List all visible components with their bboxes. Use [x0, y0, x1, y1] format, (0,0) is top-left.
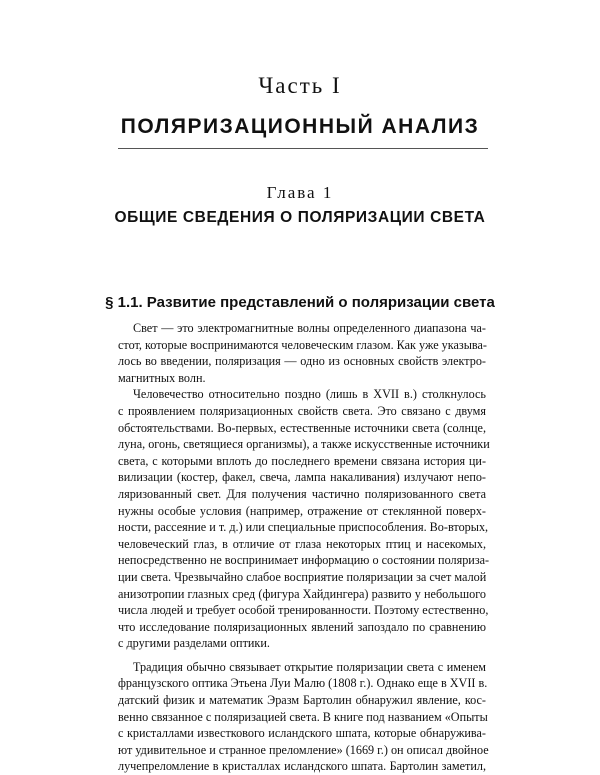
- text-line: нужны особые условия (например, отражение от стеклянной поверх-: [118, 503, 486, 518]
- text-line: числа людей и требует особой тренированности. Поэтому естественно,: [118, 603, 489, 618]
- text-line: луна, огонь, светящиеся организмы), а также искусственные источники: [118, 437, 490, 452]
- part-label: Часть I: [258, 73, 342, 98]
- text-line: лучепреломление в кристаллах исландского шпата. Бартолин заметил,: [118, 759, 486, 774]
- text-line: с другими разделами оптики.: [118, 636, 270, 651]
- text-line: человеческий глаз, в отличие от глаза некоторых птиц и насекомых,: [118, 536, 486, 551]
- text-line: с проявлением поляризационных свойств света. Это связано с двумя: [118, 403, 486, 418]
- text-line: Свет — это электромагнитные волны определенного диапазона ча-: [133, 321, 486, 335]
- text-line: Традиция обычно связывает открытие поляризации света с именем: [133, 659, 486, 674]
- text-line: лось во введении, поляризация — одно из основных свойств электро-: [118, 354, 486, 369]
- chapter-title: ОБЩИЕ СВЕДЕНИЯ О ПОЛЯРИЗАЦИИ СВЕТА: [114, 209, 486, 226]
- text-line: вилизации (костер, факел, свеча, лампа накаливания) излучают непо-: [118, 470, 486, 485]
- paragraph: [118, 320, 486, 386]
- title-divider: [118, 148, 488, 149]
- paragraph: [118, 659, 489, 775]
- text-line: французского оптика Этьена Луи Малю (1808 г.). Однако еще в XVII в.: [118, 676, 488, 691]
- text-line: света, с которыми вплоть до последнего времени связана история ци-: [118, 453, 486, 468]
- text-line: обстоятельствами. Во-первых, естественные источники света (солнце,: [118, 420, 486, 435]
- text-line: ляризованный свет. Для получения частично поляризованного света: [118, 486, 486, 501]
- paragraph: [118, 386, 490, 652]
- part-title: ПОЛЯРИЗАЦИОННЫЙ АНАЛИЗ: [120, 115, 480, 138]
- text-line: анизотропии глазных сред (фигура Хайдингера) развито у небольшого: [118, 586, 486, 601]
- paragraph-gap: [118, 652, 486, 659]
- text-line: ют удивительное и странное преломление» (1669 г.) он описал двойное: [118, 742, 489, 757]
- body-text: [118, 320, 490, 775]
- text-line: что исследование поляризационных явлений запоздало по сравнению: [118, 619, 486, 634]
- text-line: стот, которые воспринимаются человеческим глазом. Как уже указыва-: [118, 337, 487, 352]
- chapter-label: Глава 1: [266, 183, 334, 202]
- text-line: ности, рассеяние и т. д.) или специальные приспособления. Во-вторых,: [118, 520, 489, 535]
- text-line: Человечество относительно поздно (лишь в XVII в.) столкнулось: [133, 387, 486, 402]
- text-line: венно связанное с поляризацией света. В книге под названием «Опыты: [118, 709, 488, 724]
- text-line: ции света. Чрезвычайно слабое восприятие поляризации за счет малой: [118, 569, 487, 584]
- text-line: с кристаллами известкового исландского шпата, которые обнаружива-: [118, 726, 486, 741]
- text-line: непосредственно не воспринимает информацию о состоянии поляриза-: [118, 553, 490, 568]
- section-title: § 1.1. Развитие представлений о поляризации света: [105, 294, 495, 311]
- text-line: магнитных волн.: [118, 370, 206, 385]
- text-line: датский физик и математик Эразм Бартолин обнаружил явление, кос-: [118, 693, 486, 708]
